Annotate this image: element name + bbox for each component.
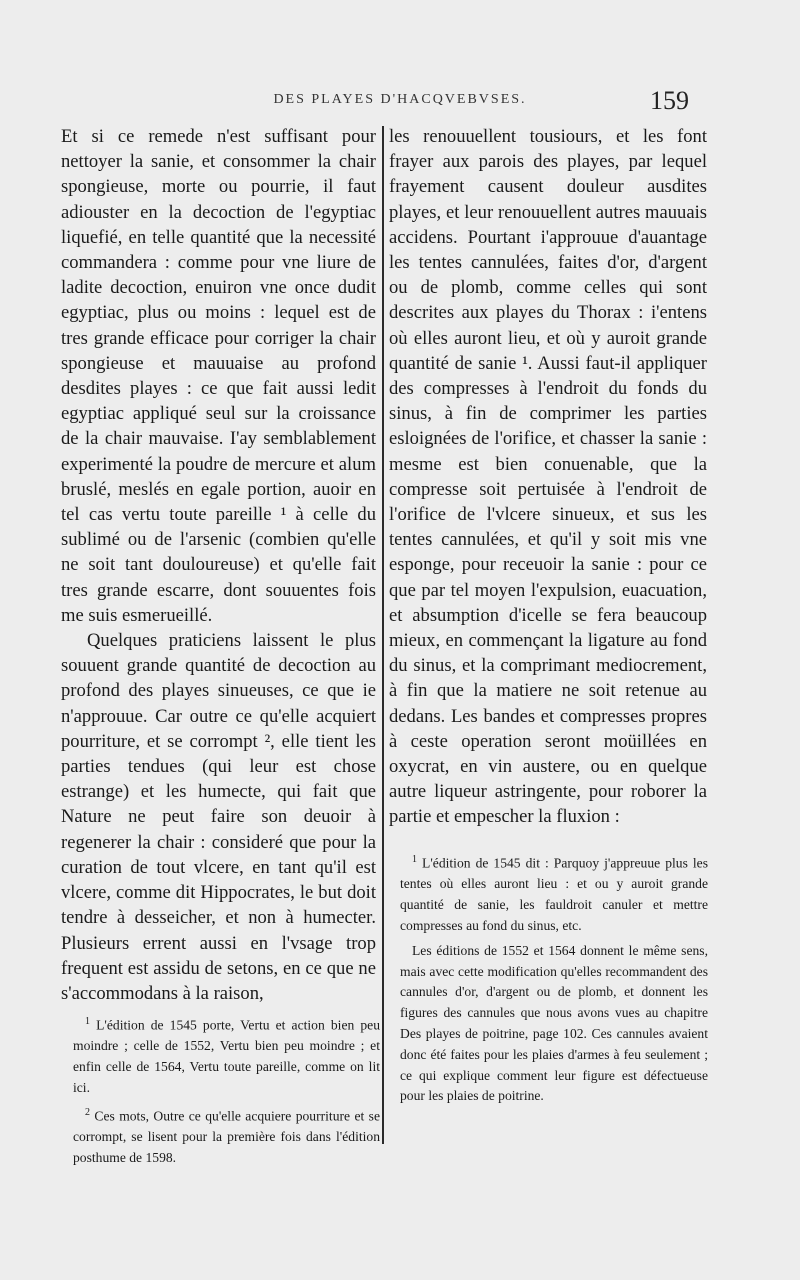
footnote-left-1	[73, 1012, 380, 1099]
footnote-mark: 2	[85, 1106, 90, 1118]
footnote-right-2	[400, 941, 708, 1107]
left-paragraph-1: Et si ce remede n'est suffisant pour nettoyer la sanie, et consommer la chair spongieuse, morte ou pourrie, il faut adiouster en la decoction de l'egyptiac liquefié, en telle quantité que la necessité commandera : comme pour vne liure de ladite decoction, enuiron vne once dudit egyptiac, plus ou moins : lequel est de tres grande efficace pour corriger la chair spongieuse et mauuaise au profond desdites playes : ce que fait aussi ledit egyptiac appliqué seul sur la croissance de la chair mauvaise. I'ay semblablement experimenté la poudre de mercure et alum bruslé, meslés en egale portion, auoir en tel cas vertu toute pareille ¹ à celle du sublimé ou de l'arsenic (combien qu'elle ne soit tant douloureuse) et qu'elle fait tres grande escarre, dont souuentes fois me suis esmerueillé.	[61, 126, 376, 626]
column-divider	[382, 126, 384, 1144]
right-paragraph-1: les renouuellent tousiours, et les font frayer aux parois des playes, par lequel frayement causent douleur ausdites playes, et leur renouuellent autres mauuais accidens. Pourtant i'approuue d'auantage les tentes cannulées, faites d'or, d'argent ou de plomb, comme celles qui sont descrites aux playes du Thorax : i'entens où elles auront lieu, et où y auroit grande quantité de sanie ¹. Aussi faut-il appliquer des compresses à l'endroit du fonds du sinus, à fin de comprimer les parties esloignées de l'orifice, et chasser la sanie : mesme est bien conuenable, que la compresse soit pertuisée à l'endroit de l'orifice de l'vlcere sinueux, et sus les tentes cannulées, et qu'il y soit mis vne esponge, pour receuoir la sanie : pour ce que par tel moyen l'expulsion, euacuation, et absumption d'icelle se fera beaucoup mieux, en commençant la ligature au fond du sinus, et la comprimant mediocrement, à fin que la matiere ne soit retenue au dedans. Les bandes et compresses propres à ceste operation seront moüillées en oxycrat, en vin austere, ou en quelque autre liqueur astringente, pour roborer la partie et empescher la fluxion :	[389, 126, 707, 828]
footnote-mark: 1	[412, 854, 417, 865]
left-paragraph-2: Quelques praticiens laissent le plus souuent grande quantité de decoction au profond des playes sinueuses, ce que ie n'approuue. Car outre ce qu'elle acquiert pourriture, et se corrompt ², elle tient les parties tendues (qui leur est chose estrange) et les humecte, qui fait que Nature ne peut faire son deuoir à regenerer la chair : consideré que pour la curation de tout vlcere, en tant qu'il est vlcere, comme dit Hippocrates, le but doit tendre à desseicher, et non à humecter. Plusieurs errent aussi en l'vsage trop frequent est assidu de setons, en ce que ne s'accommodans à la raison,	[61, 630, 376, 1004]
footnote-mark: 1	[85, 1016, 90, 1027]
left-column	[61, 124, 376, 1006]
page-number: 159	[650, 86, 689, 115]
footnote-text: Les éditions de 1552 et 1564 donnent le même sens, mais avec cette modification qu'elles recommandent des cannules d'or, d'argent ou de plomb, et donnent les figures des cannules que nous avons vues au chapitre Des playes de poitrine, page 102. Ces cannules avaient donc été faites pour les plaies d'armes à feu seulement ; ce qui explique comment leur figure est défectueuse pour les plaies de poitrine.	[400, 942, 708, 1104]
right-column	[389, 124, 707, 830]
left-footnotes	[73, 1012, 380, 1173]
footnote-left-2	[73, 1103, 380, 1169]
footnote-text: L'édition de 1545 dit : Parquoy j'appreuue plus les tentes où elles auront lieu : et ou y auroit grande quantité de sanie, les fauldroit canuler et mettre compresses au fond du sinus, etc.	[400, 855, 708, 933]
footnote-text: Ces mots, Outre ce qu'elle acquiere pourriture et se corrompt, se lisent pour la première fois dans l'édition posthume de 1598.	[73, 1108, 380, 1165]
running-header: DES PLAYES D'HACQVEBVSES.	[273, 92, 527, 107]
right-footnotes	[400, 850, 708, 1111]
footnote-text: L'édition de 1545 porte, Vertu et action bien peu moindre ; celle de 1552, Vertu bien peu moindre ; et enfin celle de 1564, Vertu toute pareille, comme on lit ici.	[73, 1017, 381, 1095]
footnote-right-1	[400, 850, 708, 937]
